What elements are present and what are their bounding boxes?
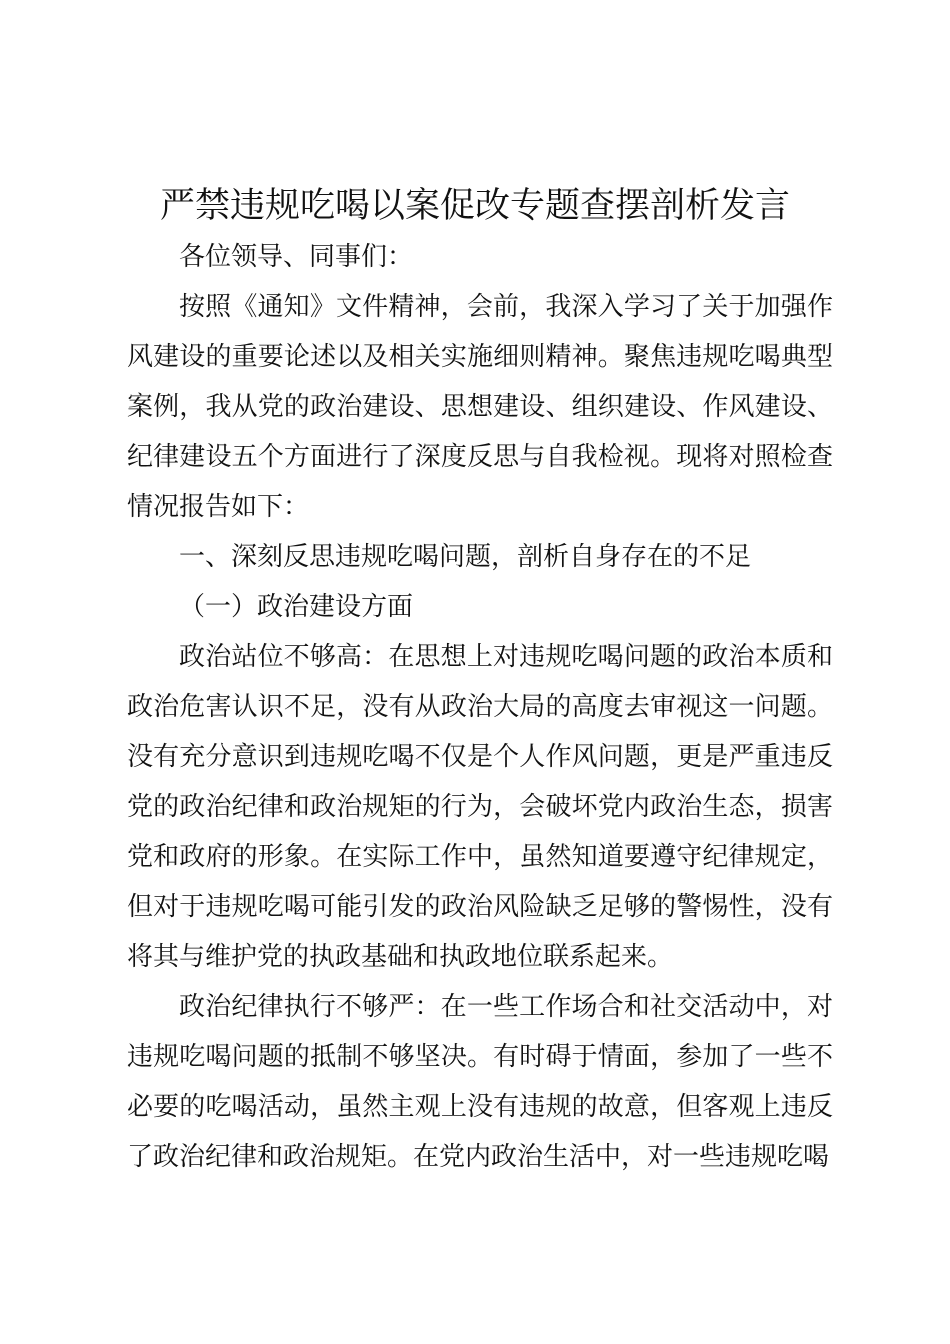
- body-paragraph-political-position: 政治站位不够高：在思想上对违规吃喝问题的政治本质和政治危害认识不足，没有从政治大局的高度去审视这一问题。没有充分意识到违规吃喝不仅是个人作风问题，更是严重违反党的政治纪律和政治规矩的行为，会破坏党内政治生态，损害党和政府的形象。在实际工作中，虽然知道要遵守纪律规定，但对于违规吃喝可能引发的政治风险缺乏足够的警惕性，没有将其与维护党的执政基础和执政地位联系起来。: [127, 642, 833, 972]
- body-paragraph-political-discipline: 政治纪律执行不够严：在一些工作场合和社交活动中，对违规吃喝问题的抵制不够坚决。有时碍于情面，参加了一些不必要的吃喝活动，虽然主观上没有违规的故意，但客观上违反了政治纪律和政治规矩。在党内政治生活中，对一些违规吃喝: [127, 992, 833, 1172]
- document-title: 严禁违规吃喝以案促改专题查摆剖析发言: [159, 186, 790, 226]
- intro-paragraph: 按照《通知》文件精神，会前，我深入学习了关于加强作风建设的重要论述以及相关实施细则精神。聚焦违规吃喝典型案例，我从党的政治建设、思想建设、组织建设、作风建设、纪律建设五个方面进行了深度反思与自我检视。现将对照检查情况报告如下：: [127, 292, 833, 522]
- subsection-heading-1: （一）政治建设方面: [179, 592, 414, 622]
- salutation-paragraph: 各位领导、同事们：: [179, 242, 414, 272]
- section-heading-1: 一、深刻反思违规吃喝问题，剖析自身存在的不足: [179, 542, 752, 572]
- document-body: [127, 232, 833, 1182]
